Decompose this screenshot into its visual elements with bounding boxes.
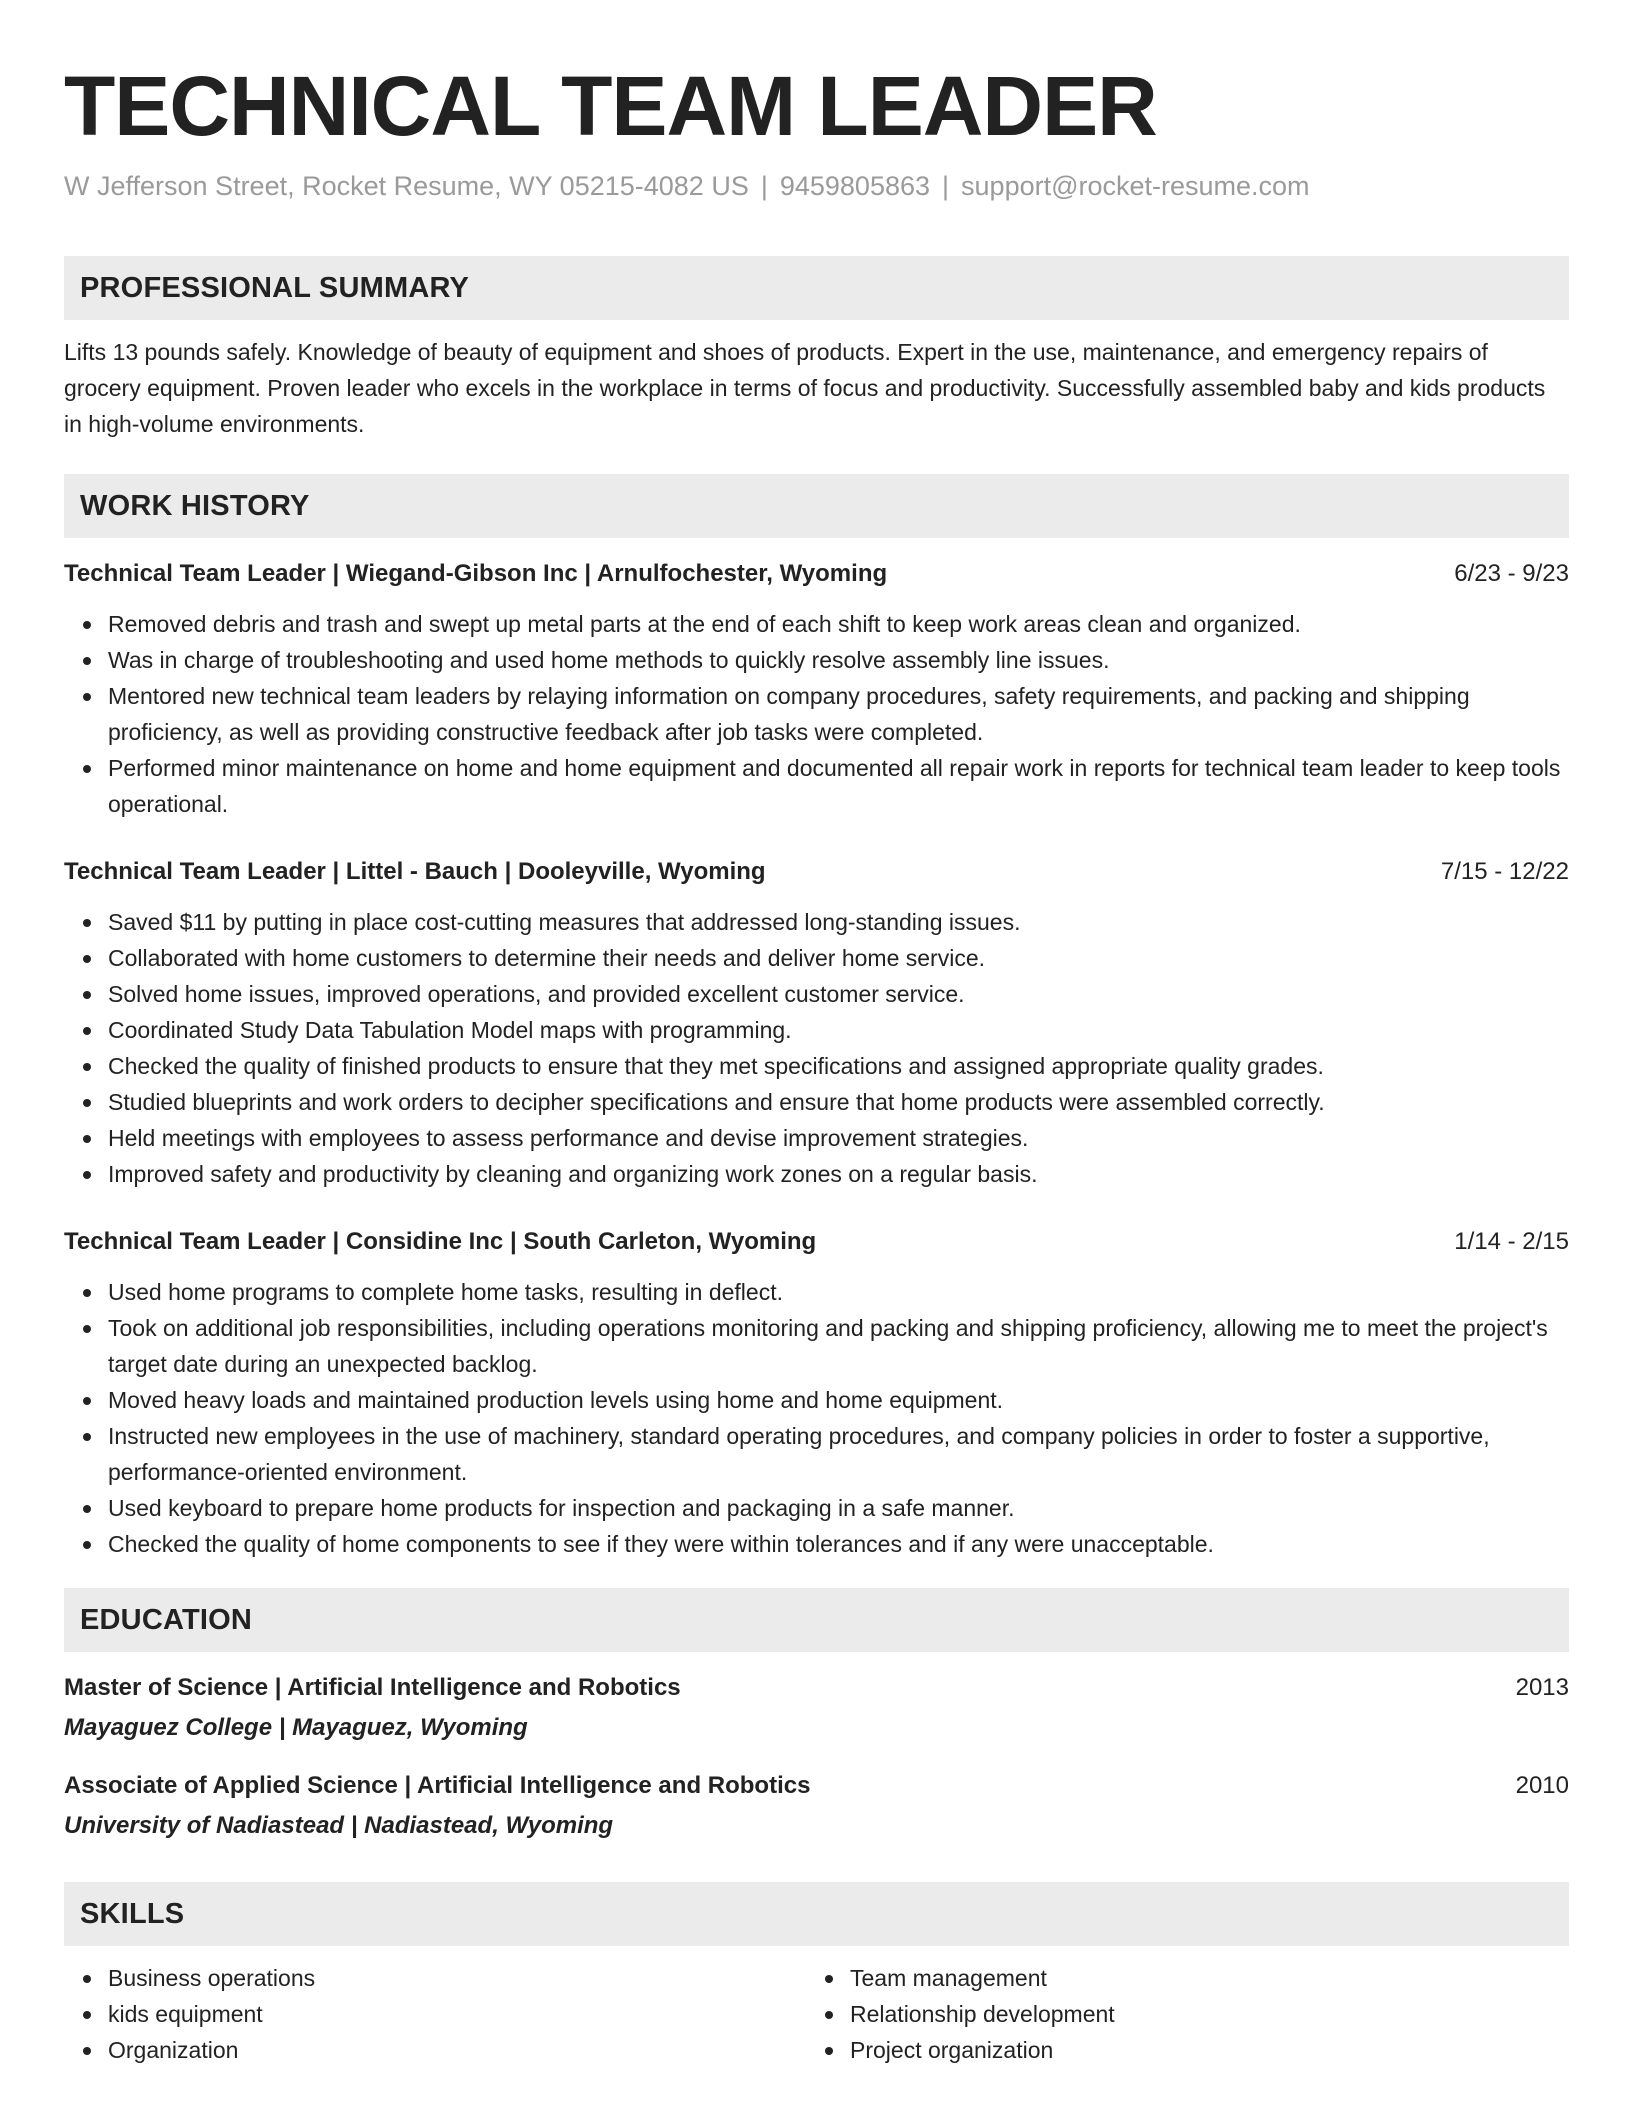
skills-heading: SKILLS bbox=[64, 1882, 1569, 1946]
education-year: 2013 bbox=[1515, 1674, 1569, 1701]
education-school: University of Nadiastead | Nadiastead, Wyoming bbox=[64, 1812, 614, 1839]
job-bullet: Took on additional job responsibilities, including operations monitoring and packing and shipping proficiency, allowing me to meet the project's target date during an unexpected backlog. bbox=[108, 1310, 1569, 1382]
job-date: 1/14 - 2/15 bbox=[1454, 1228, 1569, 1255]
skill-item: Team management bbox=[850, 1960, 1569, 1996]
education-entry bbox=[64, 1670, 1569, 1746]
job-title: Technical Team Leader | Considine Inc | South Carleton, Wyoming bbox=[64, 1228, 817, 1255]
contact-email: support@rocket-resume.com bbox=[961, 171, 1310, 201]
job-bullet: Moved heavy loads and maintained production levels using home and home equipment. bbox=[108, 1382, 1569, 1418]
skills-column-right bbox=[806, 1960, 1569, 2068]
job-bullet: Held meetings with employees to assess performance and devise improvement strategies. bbox=[108, 1120, 1569, 1156]
contact-separator: | bbox=[760, 171, 768, 201]
job-bullets bbox=[64, 1274, 1569, 1562]
job-bullets bbox=[64, 606, 1569, 822]
contact-line bbox=[64, 168, 1569, 204]
resume-name: TECHNICAL TEAM LEADER bbox=[64, 59, 1157, 153]
job-date: 6/23 - 9/23 bbox=[1454, 560, 1569, 587]
education-entry bbox=[64, 1768, 1569, 1844]
job-bullet: Performed minor maintenance on home and home equipment and documented all repair work in reports for technical team leader to keep tools operational. bbox=[108, 750, 1569, 822]
job-title: Technical Team Leader | Wiegand-Gibson Inc | Arnulfochester, Wyoming bbox=[64, 560, 888, 587]
job-bullet: Instructed new employees in the use of machinery, standard operating procedures, and company policies in order to foster a supportive, performance-oriented environment. bbox=[108, 1418, 1569, 1490]
summary-heading: PROFESSIONAL SUMMARY bbox=[64, 256, 1569, 320]
contact-separator: | bbox=[942, 171, 950, 201]
skill-item: Project organization bbox=[850, 2032, 1569, 2068]
job-bullet: Studied blueprints and work orders to decipher specifications and ensure that home products were assembled correctly. bbox=[108, 1084, 1569, 1120]
job-entry bbox=[64, 556, 1569, 822]
job-bullet: Checked the quality of home components to see if they were within tolerances and if any were unacceptable. bbox=[108, 1526, 1569, 1562]
education-heading: EDUCATION bbox=[64, 1588, 1569, 1652]
skill-item: kids equipment bbox=[108, 1996, 806, 2032]
job-title: Technical Team Leader | Littel - Bauch | Dooleyville, Wyoming bbox=[64, 858, 766, 885]
job-bullet: Checked the quality of finished products to ensure that they met specifications and assigned appropriate quality grades. bbox=[108, 1048, 1569, 1084]
job-bullet: Mentored new technical team leaders by relaying information on company procedures, safety requirements, and packing and shipping proficiency, as well as providing constructive feedback after job tasks were completed. bbox=[108, 678, 1569, 750]
skill-item: Organization bbox=[108, 2032, 806, 2068]
skills-bullets bbox=[64, 1960, 806, 2068]
summary-text: Lifts 13 pounds safely. Knowledge of beauty of equipment and shoes of products. Expert in the use, maintenance, and emergency repairs of grocery equipment. Proven leader who excels in the workplace in terms of focus and productivity. Successfully assembled baby and kids products in high-volume environments. bbox=[64, 339, 1546, 437]
education-degree: Master of Science | Artificial Intelligence and Robotics bbox=[64, 1674, 681, 1701]
skill-item: Relationship development bbox=[850, 1996, 1569, 2032]
job-entry bbox=[64, 854, 1569, 1192]
contact-phone: 9459805863 bbox=[779, 171, 931, 201]
job-date: 7/15 - 12/22 bbox=[1440, 858, 1569, 885]
education-year: 2010 bbox=[1515, 1772, 1569, 1799]
job-bullet: Used keyboard to prepare home products for inspection and packaging in a safe manner. bbox=[108, 1490, 1569, 1526]
contact-address: W Jefferson Street, Rocket Resume, WY 05215-4082 US bbox=[64, 171, 749, 201]
skills-bullets bbox=[806, 1960, 1569, 2068]
skills-list bbox=[64, 1960, 1569, 2068]
job-bullet: Solved home issues, improved operations, and provided excellent customer service. bbox=[108, 976, 1569, 1012]
job-bullet: Was in charge of troubleshooting and used home methods to quickly resolve assembly line issues. bbox=[108, 642, 1569, 678]
work-history-heading: WORK HISTORY bbox=[64, 474, 1569, 538]
skills-column-left bbox=[64, 1960, 806, 2068]
job-bullets bbox=[64, 904, 1569, 1192]
job-bullet: Improved safety and productivity by cleaning and organizing work zones on a regular basis. bbox=[108, 1156, 1569, 1192]
job-bullet: Collaborated with home customers to determine their needs and deliver home service. bbox=[108, 940, 1569, 976]
job-bullet: Saved $11 by putting in place cost-cutting measures that addressed long-standing issues. bbox=[108, 904, 1569, 940]
job-bullet: Coordinated Study Data Tabulation Model maps with programming. bbox=[108, 1012, 1569, 1048]
education-degree: Associate of Applied Science | Artificial Intelligence and Robotics bbox=[64, 1772, 811, 1799]
job-bullet: Removed debris and trash and swept up metal parts at the end of each shift to keep work areas clean and organized. bbox=[108, 606, 1569, 642]
skill-item: Business operations bbox=[108, 1960, 806, 1996]
job-bullet: Used home programs to complete home tasks, resulting in deflect. bbox=[108, 1274, 1569, 1310]
job-entry bbox=[64, 1224, 1569, 1562]
education-school: Mayaguez College | Mayaguez, Wyoming bbox=[64, 1714, 528, 1741]
